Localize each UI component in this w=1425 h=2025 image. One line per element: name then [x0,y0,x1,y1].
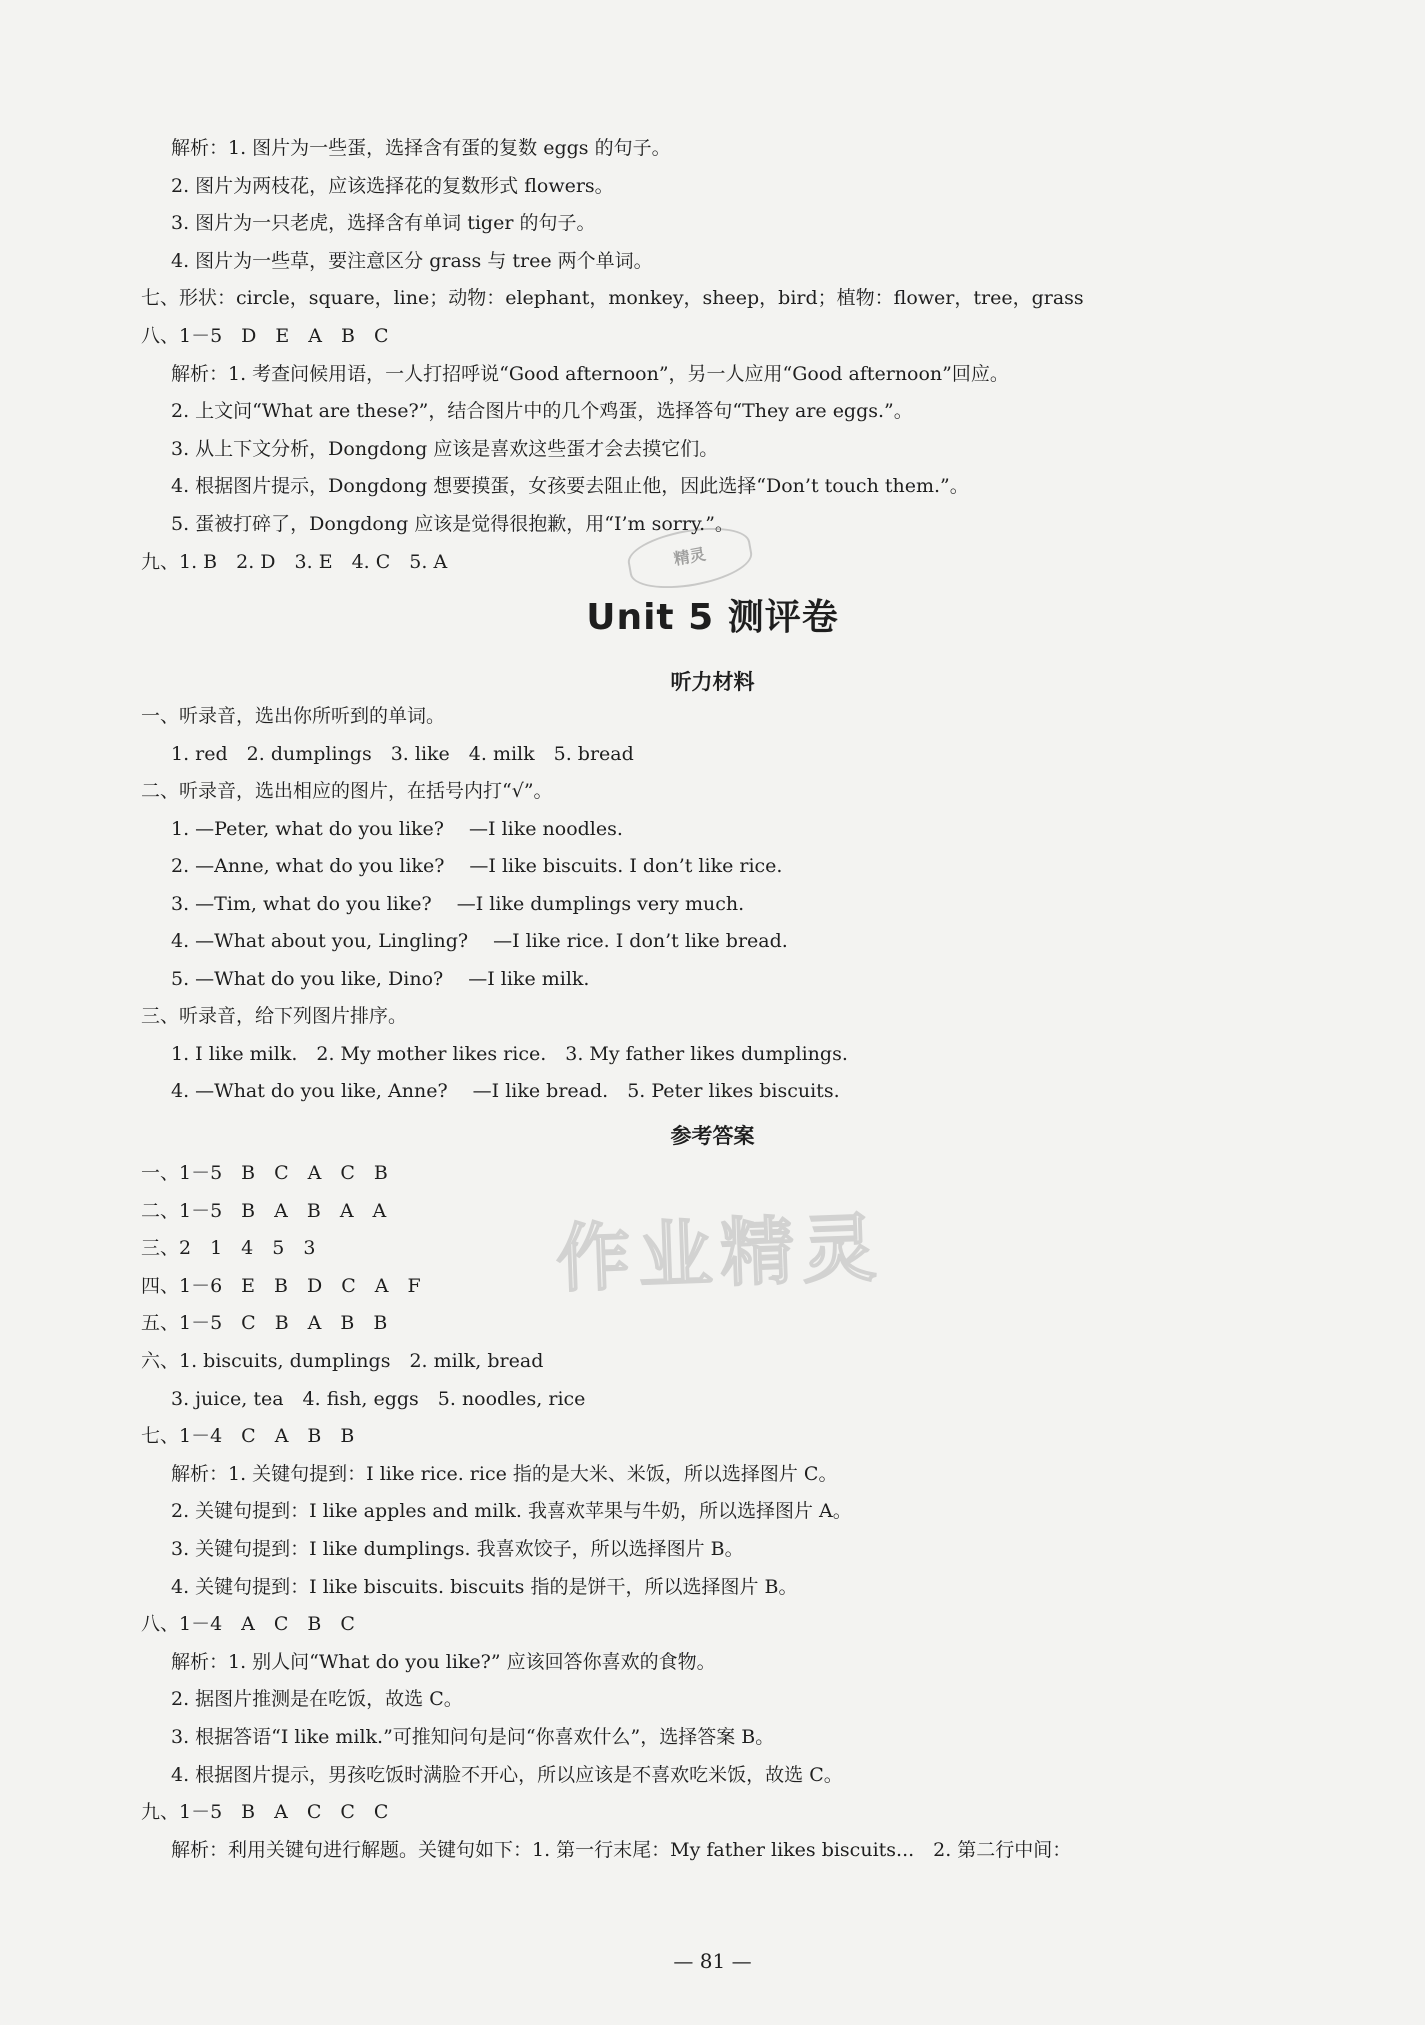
text-line: 四、1－6 E B D C A F [141,1274,421,1297]
text-line: 3. 图片为一只老虎，选择含有单词 tiger 的句子。 [171,212,596,235]
text-line: 六、1. biscuits, dumplings 2. milk, bread [141,1350,544,1372]
text-line: 5. 蛋被打碎了，Dongdong 应该是觉得很抱歉，用“I’m sorry.”。 [171,513,734,535]
text-line: 1. I like milk. 2. My mother likes rice. 3. My father likes dumplings. [171,1042,848,1065]
text-line: 3. 根据答语“I like milk.”可推知问句是问“你喜欢什么”，选择答案 B。 [171,1726,775,1748]
watermark: 作业精灵 [554,1205,886,1303]
text-line: 2. —Anne, what do you like? —I like biscuits. I don’t like rice. [171,855,783,877]
text-line: 2. 上文问“What are these?”，结合图片中的几个鸡蛋，选择答句“They are eggs.”。 [171,400,913,423]
unit-title: Unit 5 测评卷 [586,597,839,638]
text-line: 七、形状：circle，square，line；动物：elephant，monkey，sheep，bird；植物：flower，tree，grass [141,287,1084,310]
text-line: 三、2 1 4 5 3 [141,1237,316,1260]
text-line: 三、听录音，给下列图片排序。 [141,1005,408,1027]
text-line: 4. 图片为一些草，要注意区分 grass 与 tree 两个单词。 [171,249,653,272]
text-line: 八、1－5 D E A B C [141,325,389,347]
text-line: 七、1－4 C A B B [141,1425,355,1448]
text-line: 解析：利用关键句进行解题。关键句如下：1. 第一行末尾：My father likes biscuits... 2. 第二行中间： [171,1838,1072,1861]
text-line: 2. 关键句提到：I like apples and milk. 我喜欢苹果与牛奶，所以选择图片 A。 [171,1500,852,1523]
text-line: 解析：1. 别人问“What do you like?” 应该回答你喜欢的食物。 [171,1650,716,1673]
text-line: 3. juice, tea 4. fish, eggs 5. noodles, rice [171,1387,586,1410]
text-line: 4. 根据图片提示，男孩吃饭时满脸不开心，所以应该是不喜欢吃米饭，故选 C。 [171,1763,843,1786]
text-line: 五、1－5 C B A B B [141,1312,388,1335]
text-line: 一、1－5 B C A C B [141,1162,388,1184]
text-line: 2. 图片为两枝花，应该选择花的复数形式 flowers。 [171,174,614,197]
text-line: 4. 根据图片提示，Dongdong 想要摸蛋，女孩要去阻止他，因此选择“Don’t touch them.”。 [171,475,969,498]
text-line: 4. 关键句提到：I like biscuits. biscuits 指的是饼干，所以选择图片 B。 [171,1575,798,1598]
text-line: 解析：1. 考查问候用语，一人打招呼说“Good afternoon”，另一人应用“Good afternoon”回应。 [171,362,1009,385]
text-line: 1. —Peter, what do you like? —I like noodles. [171,817,623,840]
text-line: 3. 从上下文分析，Dongdong 应该是喜欢这些蛋才会去摸它们。 [171,437,719,460]
text-line: 二、听录音，选出相应的图片，在括号内打“√”。 [141,780,553,802]
text-line: 4. —What about you, Lingling? —I like rice. I don’t like bread. [171,930,788,952]
listening-heading: 听力材料 [670,670,755,694]
text-line: 5. —What do you like, Dino? —I like milk. [171,967,590,990]
text-line: 1. red 2. dumplings 3. like 4. milk 5. bread [171,742,634,765]
text-line: 八、1－4 A C B C [141,1613,355,1636]
text-line: 4. —What do you like, Anne? —I like bread. 5. Peter likes biscuits. [171,1080,840,1102]
text-line: 解析：1. 关键句提到：I like rice. rice 指的是大米、米饭，所以选择图片 C。 [171,1462,838,1485]
text-line: 2. 据图片推测是在吃饭，故选 C。 [171,1688,463,1711]
page-number: — 81 — [673,1949,752,1973]
text-line: 九、1－5 B A C C C [141,1801,389,1824]
text-line: 九、1. B 2. D 3. E 4. C 5. A [141,550,448,573]
text-line: 解析：1. 图片为一些蛋，选择含有蛋的复数 eggs 的句子。 [171,137,671,159]
text-line: 二、1－5 B A B A A [141,1199,387,1222]
text-line: 3. 关键句提到：I like dumplings. 我喜欢饺子，所以选择图片 B。 [171,1538,744,1560]
answers-heading: 参考答案 [670,1124,755,1148]
text-line: 3. —Tim, what do you like? —I like dumplings very much. [171,892,745,915]
stamp-text: 精灵 [672,544,708,569]
text-line: 一、听录音，选出你所听到的单词。 [141,705,446,727]
